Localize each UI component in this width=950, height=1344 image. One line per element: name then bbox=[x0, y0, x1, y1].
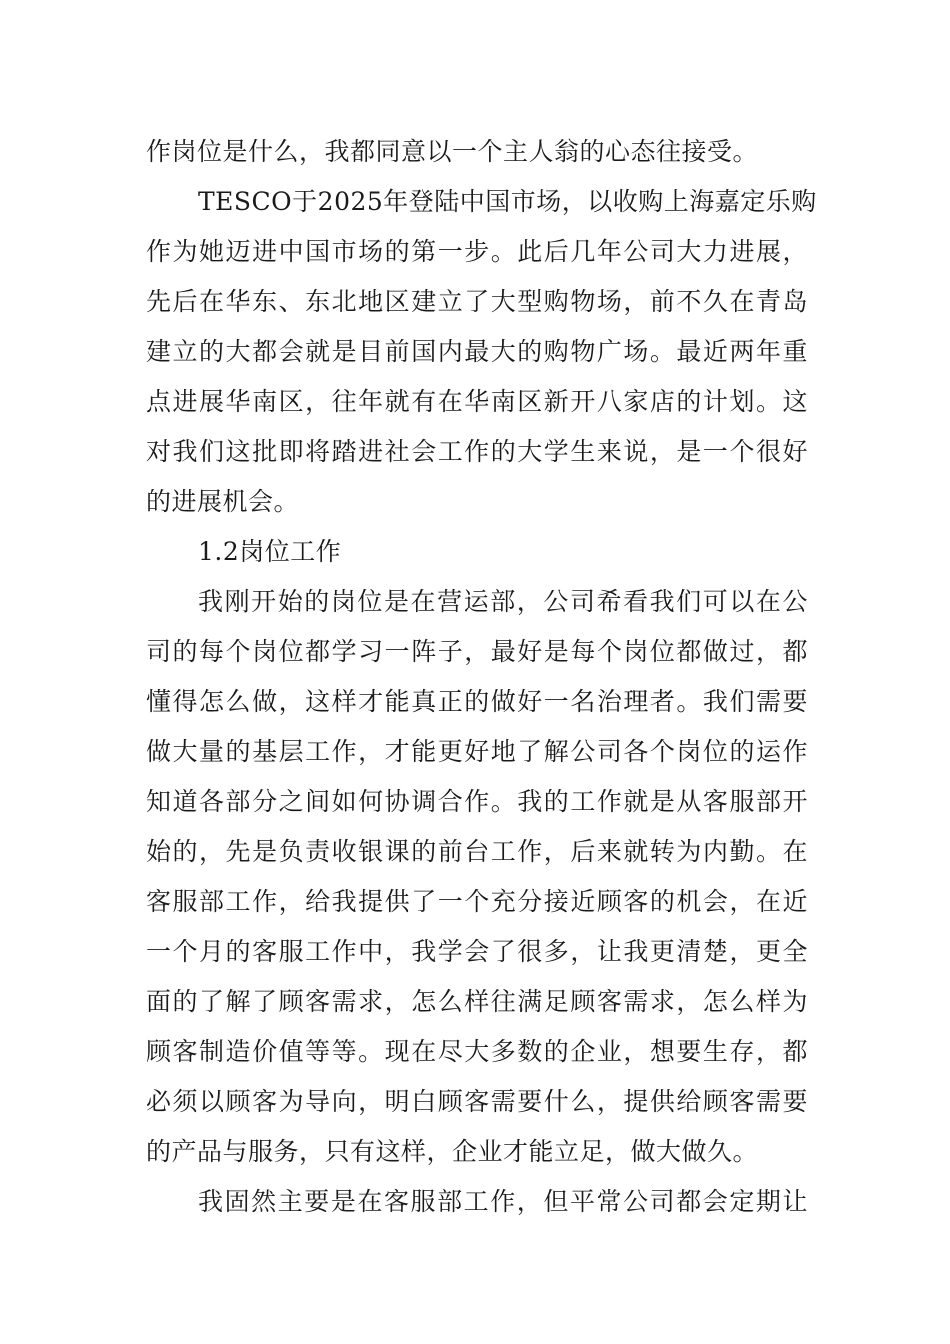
text-line: 对我们这批即将踏进社会工作的大学生来说，是一个很好 bbox=[146, 437, 808, 466]
text-line: 司的每个岗位都学习一阵子，最好是每个岗位都做过，都 bbox=[146, 637, 808, 666]
text-line: 点进展华南区，往年就有在华南区新开八家店的计划。这 bbox=[146, 387, 808, 416]
text-line: 面的了解了顾客需求，怎么样往满足顾客需求，怎么样为 bbox=[146, 987, 808, 1016]
text-line: 先后在华东、东北地区建立了大型购物场，前不久在青岛 bbox=[146, 287, 808, 316]
text-line: 必须以顾客为导向，明白顾客需要什么，提供给顾客需要 bbox=[146, 1087, 808, 1116]
document-page bbox=[146, 127, 817, 1227]
text-line: 一个月的客服工作中，我学会了很多，让我更清楚，更全 bbox=[146, 937, 808, 966]
section-heading: 1.2岗位工作 bbox=[198, 537, 342, 566]
text-line: 我固然主要是在客服部工作，但平常公司都会定期让 bbox=[198, 1187, 808, 1216]
text-line: TESCO于2025年登陆中国市场，以收购上海嘉定乐购 bbox=[198, 187, 817, 216]
text-line: 我刚开始的岗位是在营运部，公司希看我们可以在公 bbox=[198, 587, 808, 616]
text-line: 顾客制造价值等等。现在尽大多数的企业，想要生存，都 bbox=[146, 1037, 808, 1066]
text-line: 的进展机会。 bbox=[146, 487, 300, 516]
text-line: 知道各部分之间如何协调合作。我的工作就是从客服部开 bbox=[146, 787, 808, 816]
text-line: 客服部工作，给我提供了一个充分接近顾客的机会，在近 bbox=[146, 887, 808, 916]
text-line: 懂得怎么做，这样才能真正的做好一名治理者。我们需要 bbox=[146, 687, 808, 716]
text-line: 作岗位是什么，我都同意以一个主人翁的心态往接受。 bbox=[146, 137, 759, 166]
text-line: 作为她迈进中国市场的第一步。此后几年公司大力进展， bbox=[146, 237, 808, 266]
text-line: 始的，先是负责收银课的前台工作，后来就转为内勤。在 bbox=[146, 837, 808, 866]
text-line: 做大量的基层工作，才能更好地了解公司各个岗位的运作 bbox=[146, 737, 808, 766]
text-line: 的产品与服务，只有这样，企业才能立足，做大做久。 bbox=[146, 1137, 759, 1166]
text-line: 建立的大都会就是目前国内最大的购物广场。最近两年重 bbox=[146, 337, 808, 366]
